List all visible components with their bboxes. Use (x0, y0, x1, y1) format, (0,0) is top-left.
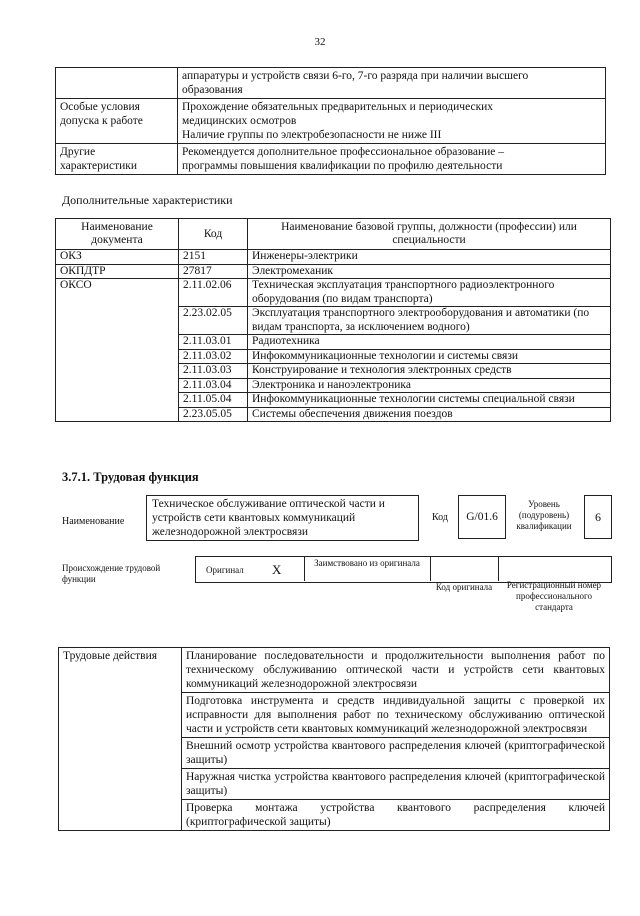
requirements-table (55, 67, 606, 175)
registration-number-caption: Регистрационный номер профессионального стандарта (506, 580, 602, 612)
document-cell (56, 364, 179, 379)
name-cell: Инфокоммуникационные технологии системы специальной связи (248, 393, 611, 408)
origin-label: Происхождение трудовой функции (62, 563, 161, 584)
name-cell: Электромеханик (248, 264, 611, 279)
origin-box (195, 556, 612, 583)
code-cell: 2.23.02.05 (179, 307, 248, 335)
value-line: Рекомендуется дополнительное профессиональное образование – (182, 146, 505, 158)
document-cell (56, 378, 179, 393)
row-value (178, 144, 606, 175)
document-cell (56, 349, 179, 364)
labor-actions-label: Трудовые действия (59, 648, 182, 831)
function-name-line: железнодорожной электросвязи (152, 526, 309, 538)
divider (498, 556, 499, 581)
code-cell: 2.11.02.06 (179, 279, 248, 307)
table-header-row (56, 219, 611, 250)
value-line: медицинских осмотров (182, 115, 297, 127)
table-row (56, 144, 606, 175)
row-value (178, 99, 606, 144)
document-cell (56, 335, 179, 350)
name-cell: Инженеры-электрики (248, 250, 611, 265)
function-name-line: Техническое обслуживание оптической части и (152, 498, 385, 510)
labor-action-item: Наружная чистка устройства квантового распределения ключей (криптографической защиты) (182, 769, 610, 800)
code-cell: 2.11.03.04 (179, 378, 248, 393)
name-cell: Системы обеспечения движения поездов (248, 407, 611, 422)
qualification-level-box: 6 (584, 495, 612, 539)
table-row (56, 364, 611, 379)
document-cell: ОКСО (56, 279, 179, 307)
divider (430, 556, 431, 581)
value-line: программы повышения квалификации по профилю деятельности (182, 160, 503, 172)
code-label: Код (432, 512, 448, 523)
additional-characteristics-table (55, 218, 611, 422)
code-original-caption: Код оригинала (435, 582, 493, 592)
function-name-line: устройств сети квантовых коммуникаций (152, 512, 356, 524)
labor-action-item: Планирование последовательности и продолжительности выполнения работ по техническому обслуживанию оптической части и устройств сети квантовых коммуникаций железнодорожной электросвязи (182, 648, 610, 693)
section-title: 3.7.1. Трудовая функция (62, 470, 199, 484)
function-name-box (146, 495, 419, 541)
table-row (56, 264, 611, 279)
borrowed-label: Заимствовано из оригинала (314, 558, 420, 568)
value-line: образования (182, 84, 243, 96)
document-cell (56, 307, 179, 335)
column-header: Код (179, 219, 248, 250)
original-mark: X (272, 562, 282, 577)
document-cell (56, 393, 179, 408)
table-row (56, 378, 611, 393)
code-cell: 2.11.05.04 (179, 393, 248, 408)
name-cell: Техническая эксплуатация транспортного радиоэлектронного оборудования (по видам транспорта) (248, 279, 611, 307)
name-cell: Эксплуатация транспортного электрооборудования и автоматики (по видам транспорта, за исключением водного) (248, 307, 611, 335)
original-label: Оригинал (206, 565, 244, 575)
value-line: Наличие группы по электробезопасности не ниже III (182, 129, 442, 141)
labor-action-item: Внешний осмотр устройства квантового распределения ключей (криптографической защиты) (182, 738, 610, 769)
table-row (56, 349, 611, 364)
code-cell: 27817 (179, 264, 248, 279)
row-label: Другие характеристики (56, 144, 178, 175)
code-cell: 2.11.03.03 (179, 364, 248, 379)
name-cell: Конструирование и технология электронных средств (248, 364, 611, 379)
level-label: Уровень (подуровень) квалификации (516, 499, 572, 531)
code-cell: 2.11.03.02 (179, 349, 248, 364)
table-row (59, 648, 610, 693)
document-cell (56, 407, 179, 422)
code-cell: 2.11.03.01 (179, 335, 248, 350)
column-header: Наименование базовой группы, должности (профессии) или специальности (248, 219, 611, 250)
row-value (178, 68, 606, 99)
name-cell: Электроника и наноэлектроника (248, 378, 611, 393)
labor-actions-table (58, 647, 610, 831)
labor-action-item: Подготовка инструмента и средств индивидуальной защиты с проверкой их исправности для выполнения работ по техническому обслуживанию оптической части и устройств сети квантовых коммуникаций железнодорожной электросвязи (182, 693, 610, 738)
table-row (56, 407, 611, 422)
table-row (56, 307, 611, 335)
value-line: Прохождение обязательных предварительных и периодических (182, 101, 494, 113)
name-cell: Радиотехника (248, 335, 611, 350)
divider (304, 556, 305, 581)
name-label: Наименование (62, 516, 125, 527)
function-code-box: G/01.6 (458, 495, 506, 539)
column-header: Наименование документа (56, 219, 179, 250)
additional-characteristics-title: Дополнительные характеристики (62, 193, 233, 207)
name-cell: Инфокоммуникационные технологии и системы связи (248, 349, 611, 364)
table-row (56, 99, 606, 144)
document-cell: ОКЗ (56, 250, 179, 265)
table-row (56, 68, 606, 99)
code-cell: 2.23.05.05 (179, 407, 248, 422)
code-cell: 2151 (179, 250, 248, 265)
table-row (56, 279, 611, 307)
page-number: 32 (314, 36, 326, 48)
table-row (56, 335, 611, 350)
row-label (56, 68, 178, 99)
document-cell: ОКПДТР (56, 264, 179, 279)
labor-action-item: Проверка монтажа устройства квантового распределения ключей (криптографической защиты) (182, 800, 610, 831)
table-row (56, 250, 611, 265)
table-row (56, 393, 611, 408)
value-line: аппаратуры и устройств связи 6-го, 7-го разряда при наличии высшего (182, 70, 529, 82)
row-label: Особые условия допуска к работе (56, 99, 178, 144)
